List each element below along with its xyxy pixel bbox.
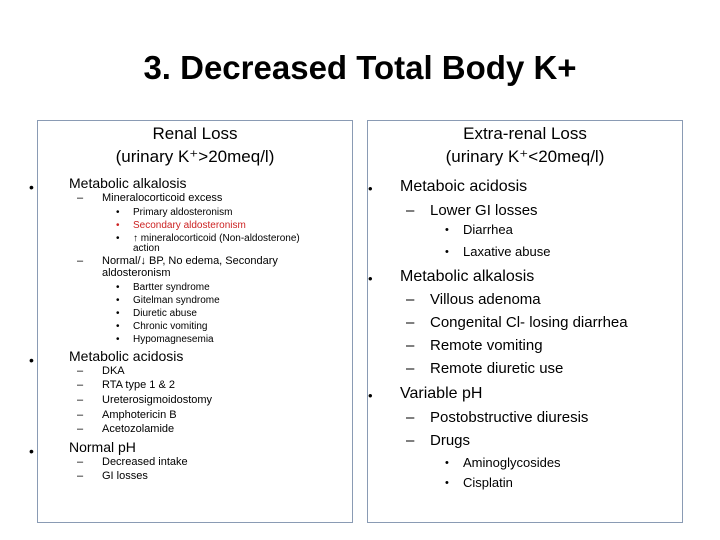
level2-item: Villous adenoma (430, 291, 541, 308)
heading-line: Extra-renal Loss (463, 124, 587, 143)
level2-item-cont: aldosteronism (102, 267, 171, 279)
level2-item: Decreased intake (102, 456, 188, 468)
dash-icon: – (406, 432, 415, 449)
bullet-icon: • (445, 457, 449, 469)
extra-renal-loss-heading (368, 122, 682, 168)
level1-item: Metabolic acidosis (69, 348, 184, 364)
level2-item: Acetozolamide (102, 423, 175, 435)
dash-icon: – (406, 291, 415, 308)
level1-item: Metaboic acidosis (400, 178, 528, 195)
level2-item: Mineralocorticoid excess (102, 192, 223, 204)
dash-icon: – (406, 360, 415, 377)
level2-item: DKA (102, 365, 125, 377)
level3-item: Aminoglycosides (463, 455, 561, 470)
bullet-icon: • (116, 295, 120, 306)
slide-title: 3. Decreased Total Body K+ (143, 49, 577, 86)
heading-line: Renal Loss (152, 124, 238, 143)
bullet-icon: • (368, 388, 373, 403)
bullet-icon: • (116, 308, 120, 319)
bullet-icon: • (116, 207, 120, 218)
bullet-icon: • (368, 181, 373, 196)
dash-icon: – (77, 379, 84, 391)
bullet-icon: • (116, 334, 120, 345)
level2-item: Remote vomiting (430, 337, 543, 354)
level2-item: Lower GI losses (430, 202, 538, 219)
dash-icon: – (77, 365, 84, 377)
bullet-icon: • (445, 477, 449, 489)
heading-line: (urinary K⁺<20meq/l) (445, 147, 605, 166)
bullet-icon: • (116, 233, 120, 244)
bullet-icon: • (445, 224, 449, 236)
heading-line: (urinary K⁺>20meq/l) (115, 147, 275, 166)
extra-renal-loss-panel (367, 120, 683, 523)
level1-item: Normal pH (69, 439, 136, 455)
level3-item: Primary aldosteronism (133, 207, 233, 218)
level3-item: Hypomagnesemia (133, 334, 214, 345)
level3-item: Gitelman syndrome (133, 295, 220, 306)
level3-item: Diarrhea (463, 222, 513, 237)
level3-item: ↑ mineralocorticoid (Non-aldosterone) (133, 233, 300, 244)
level3-item: Cisplatin (463, 475, 513, 490)
level2-item: Normal/↓ BP, No edema, Secondary (102, 255, 278, 267)
level3-item-highlight: Secondary aldosteronism (133, 220, 246, 231)
level2-item: Amphotericin B (102, 409, 177, 421)
level2-item: Ureterosigmoidostomy (102, 394, 213, 406)
renal-loss-heading (38, 122, 352, 168)
level2-item: Postobstructive diuresis (430, 409, 589, 426)
dash-icon: – (77, 456, 84, 468)
level2-item: RTA type 1 & 2 (102, 379, 175, 391)
bullet-icon: • (445, 246, 449, 258)
renal-loss-panel (29, 120, 353, 523)
bullet-icon: • (29, 443, 34, 459)
bullet-icon: • (116, 220, 120, 231)
level3-item: Chronic vomiting (133, 321, 208, 332)
level3-item-cont: action (133, 243, 160, 254)
level2-item: Remote diuretic use (430, 360, 564, 377)
dash-icon: – (77, 192, 84, 204)
dash-icon: – (77, 423, 84, 435)
dash-icon: – (77, 409, 84, 421)
dash-icon: – (406, 409, 415, 426)
bullet-icon: • (116, 282, 120, 293)
bullet-icon: • (116, 321, 120, 332)
level2-item: Congenital Cl- losing diarrhea (430, 314, 628, 331)
level2-item: GI losses (102, 470, 148, 482)
bullet-icon: • (368, 271, 373, 286)
dash-icon: – (77, 394, 84, 406)
level3-item: Bartter syndrome (133, 282, 210, 293)
dash-icon: – (406, 202, 415, 219)
level1-item: Variable pH (400, 385, 483, 402)
bullet-icon: • (29, 352, 34, 368)
level3-item: Laxative abuse (463, 244, 551, 259)
level1-item: Metabolic alkalosis (400, 268, 535, 285)
dash-icon: – (406, 337, 415, 354)
level3-item: Diuretic abuse (133, 308, 197, 319)
level1-item: Metabolic alkalosis (69, 175, 187, 191)
dash-icon: – (77, 255, 84, 267)
level2-item: Drugs (430, 432, 471, 449)
dash-icon: – (77, 470, 84, 482)
bullet-icon: • (29, 179, 34, 195)
dash-icon: – (406, 314, 415, 331)
